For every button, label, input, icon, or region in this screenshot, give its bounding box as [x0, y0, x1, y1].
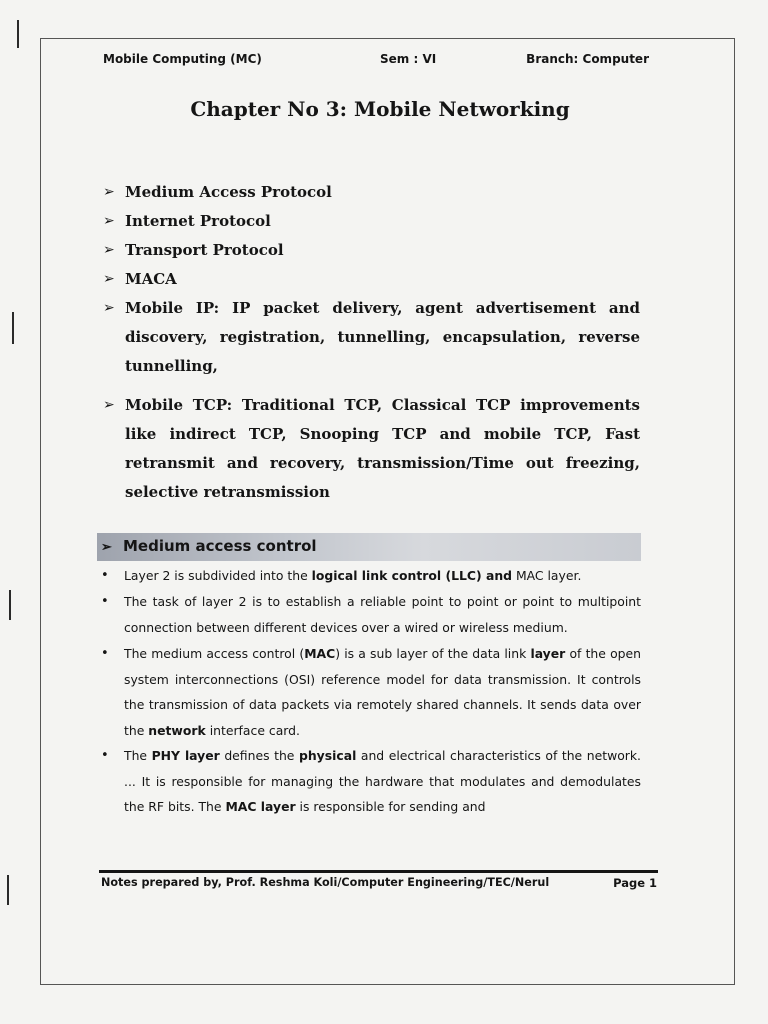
dot-bullet-icon: •	[101, 646, 109, 661]
bullet-text: ) is a sub layer of the data link	[335, 646, 531, 661]
bullet-list	[101, 563, 641, 820]
scan-edge-mark	[7, 875, 9, 905]
page-header	[103, 52, 653, 72]
page-number: Page 1	[613, 876, 657, 890]
bullet-bold-text: layer	[530, 646, 566, 661]
arrowhead-bullet-icon: ➢	[103, 184, 115, 200]
header-semester: Sem : VI	[380, 52, 437, 66]
arrowhead-bullet-icon: ➢	[101, 539, 112, 554]
arrowhead-bullet-icon: ➢	[103, 271, 115, 287]
topic-item	[103, 265, 640, 294]
topic-text: Medium Access Protocol	[125, 183, 332, 201]
dot-bullet-icon: •	[101, 594, 109, 609]
list-item	[101, 589, 641, 641]
header-branch: Branch: Computer	[526, 52, 649, 66]
topic-item	[103, 391, 640, 507]
bullet-text: interface card.	[205, 722, 300, 738]
header-subject: Mobile Computing (MC)	[103, 52, 262, 66]
footer-credit: Notes prepared by, Prof. Reshma Koli/Computer Engineering/TEC/Nerul	[101, 876, 550, 889]
bullet-text: The	[124, 748, 152, 763]
bullet-text: is responsible for sending and	[295, 799, 486, 814]
bullet-bold-text: MAC	[304, 646, 336, 661]
bullet-text: MAC layer.	[512, 568, 582, 583]
bullet-text: The task of layer 2 is to establish a reliable point to point or point to multipoint connection between different devices over a wired or wireless medium.	[124, 594, 641, 635]
bullet-text: defines the	[219, 748, 299, 763]
scan-edge-mark	[17, 20, 19, 48]
topic-item	[103, 178, 640, 207]
topic-list	[103, 178, 640, 507]
dot-bullet-icon: •	[101, 748, 109, 763]
bullet-bold-text: MAC layer	[225, 799, 296, 814]
topic-item	[103, 236, 640, 265]
scan-edge-mark	[12, 312, 14, 344]
bullet-text: and electrical characteristics of the network. ... It is responsible for managing the hardware that modulates and demodulates the RF bits. The	[124, 748, 641, 814]
bullet-text: of the open system interconnections (OSI) reference model for data transmission. It controls the transmission of data packets via remotely shared channels. It sends data over the	[124, 646, 641, 738]
topic-text: MACA	[125, 270, 177, 288]
scan-edge-mark	[9, 590, 11, 620]
bullet-bold-text: physical	[298, 748, 357, 763]
topic-text: Transport Protocol	[125, 241, 284, 259]
section-heading-band	[97, 533, 641, 561]
arrowhead-bullet-icon: ➢	[103, 242, 115, 258]
bullet-bold-text: PHY layer	[151, 748, 220, 763]
topic-item	[103, 294, 640, 381]
bullet-text: The medium access control (	[124, 646, 305, 661]
arrowhead-bullet-icon: ➢	[103, 213, 115, 229]
arrowhead-bullet-icon: ➢	[103, 397, 115, 413]
topic-text: Internet Protocol	[125, 212, 271, 230]
bullet-text: Layer 2 is subdivided into the	[124, 568, 312, 583]
chapter-title: Chapter No 3: Mobile Networking	[190, 97, 570, 121]
dot-bullet-icon: •	[101, 568, 109, 583]
arrowhead-bullet-icon: ➢	[103, 300, 115, 316]
list-item	[101, 641, 641, 743]
topic-item	[103, 207, 640, 236]
topic-text: Mobile IP: IP packet delivery, agent advertisement and discovery, registration, tunnelling, encapsulation, reverse tunnelling,	[125, 299, 640, 375]
footer-rule	[99, 870, 658, 873]
bullet-bold-text: network	[148, 722, 206, 738]
list-item	[101, 743, 641, 820]
topic-text: Mobile TCP: Traditional TCP, Classical TCP improvements like indirect TCP, Snooping TCP and mobile TCP, Fast retransmit and recovery, transmission/Time out freezing, selective retransmission	[125, 396, 640, 501]
list-item	[101, 563, 641, 589]
section-title: Medium access control	[123, 537, 317, 555]
bullet-bold-text: logical link control (LLC) and	[311, 568, 513, 583]
